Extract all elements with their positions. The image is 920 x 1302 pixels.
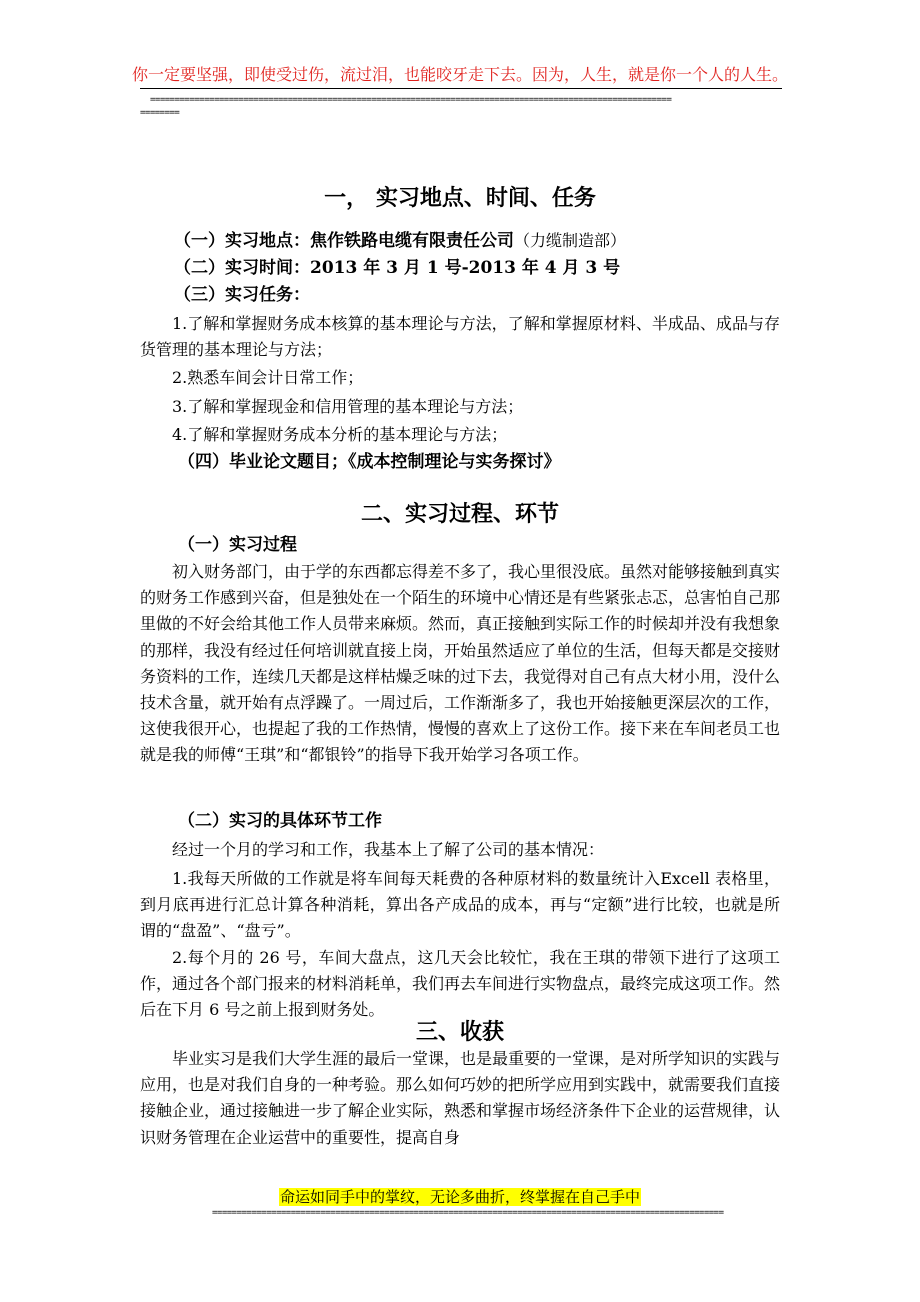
task-item-4: 4.了解和掌握财务成本分析的基本理论与方法； xyxy=(172,425,508,444)
process-heading: （一）实习过程 xyxy=(178,535,297,555)
header-rule xyxy=(140,88,782,89)
section1-title: 一， 实习地点、时间、任务 xyxy=(324,186,596,211)
harvest-paragraph: 毕业实习是我们大学生涯的最后一堂课，也是最重要的一堂课，是对所学知识的实践与应用，也是对我们自身的一种考验。那么如何巧妙的把所学应用到实践中，就需要我们直接接触企业，通过接触进一步了解企业实际，熟悉和掌握市场经济条件下企业的运营规律，认识财务管理在企业运营中的重要性，提高自身 xyxy=(140,1049,781,1147)
internship-location xyxy=(174,228,626,254)
time-value: 2013 年 3 月 1 号-2013 年 4 月 3 号 xyxy=(310,258,621,278)
detail-item-1: 1.我每天所做的工作就是将车间每天耗费的各种原材料的数量统计入Excell 表格里，到月底再进行汇总计算各种消耗，算出各产成品的成本，再与“定额”进行比较，也就是所谓的“盘盈”、“盘亏”。 xyxy=(140,869,780,940)
internship-task-label: （三）实习任务： xyxy=(174,285,310,305)
task-item-1: 1.了解和掌握财务成本核算的基本理论与方法，了解和掌握原材料、半成品、成品与存货管理的基本理论与方法； xyxy=(140,314,780,360)
footer-quote-text: 命运如同手中的掌纹，无论多曲折，终掌握在自己手中 xyxy=(279,1188,640,1206)
detail-intro: 经过一个月的学习和工作，我基本上了解了公司的基本情况： xyxy=(172,840,605,859)
header-quote: 你一定要坚强，即使受过伤，流过泪，也能咬牙走下去。因为，人生，就是你一个人的人生。 xyxy=(131,65,788,84)
detail-item-2: 2.每个月的 26 号，车间大盘点，这几天会比较忙，我在王琪的带领下进行了这项工作，通过各个部门报来的材料消耗单，我们再去车间进行实物盘点，最终完成这项工作。然后在下月 6 号之前上报到财务处。 xyxy=(140,948,781,1019)
header-separator-line-continued: ======== xyxy=(140,108,180,118)
location-label: （一）实习地点： xyxy=(174,231,310,251)
header-separator-line: ========================================================================================================== xyxy=(150,95,672,105)
section3-title: 三、收获 xyxy=(415,1020,504,1045)
thesis-title xyxy=(178,449,561,475)
section2-title: 二、实习过程、环节 xyxy=(360,502,559,527)
internship-time xyxy=(174,255,620,281)
task-item-2: 2.熟悉车间会计日常工作； xyxy=(172,368,364,387)
location-value: 焦作铁路电缆有限责任公司 xyxy=(310,231,514,251)
detail-heading: （二）实习的具体环节工作 xyxy=(178,811,382,831)
footer-quote xyxy=(0,1186,920,1208)
thesis-value: 《成本控制理论与实务探讨》 xyxy=(348,452,561,472)
time-label: （二）实习时间： xyxy=(174,258,310,278)
footer-separator-line: ======================================================================================================== xyxy=(212,1208,724,1218)
process-paragraph: 初入财务部门，由于学的东西都忘得差不多了，我心里很没底。虽然对能够接触到真实的财务工作感到兴奋，但是独处在一个陌生的环境中心情还是有些紧张忐忑，总害怕自己那里做的不好会给其他工作人员带来麻烦。然而，真正接触到实际工作的时候却并没有我想象的那样，我没有经过任何培训就直接上岗，开始虽然适应了单位的生活，但每天都是交接财务资料的工作，连续几天都是这样枯燥乏味的过下去，我觉得对自己有点大材小用，没什么技术含量，就开始有点浮躁了。一周过后，工作渐渐多了，我也开始接触更深层次的工作，这使我很开心，也提起了我的工作热情，慢慢的喜欢上了这份工作。接下来在车间老员工也就是我的师傅“王琪”和“都银铃”的指导下我开始学习各项工作。 xyxy=(140,562,781,765)
task-item-3: 3.了解和掌握现金和信用管理的基本理论与方法； xyxy=(172,397,524,416)
thesis-label: （四）毕业论文题目； xyxy=(178,452,348,472)
location-note: （力缆制造部） xyxy=(514,231,627,250)
